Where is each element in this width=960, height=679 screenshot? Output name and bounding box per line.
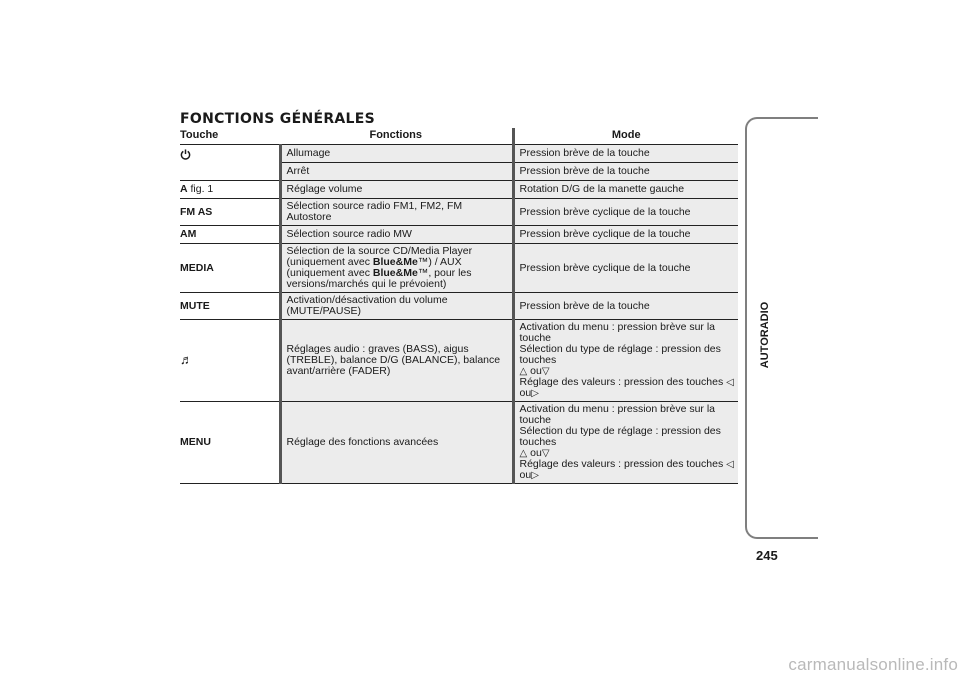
brand-blue-me: Blue&Me: [372, 256, 418, 268]
header-fonctions: Fonctions: [280, 128, 513, 145]
row-fonction: Réglage des fonctions avancées: [280, 402, 513, 484]
row-mode: Pression brève de la touche: [513, 293, 738, 320]
mode-line: [520, 459, 735, 481]
row-mode: Pression brève cyclique de la touche: [513, 226, 738, 244]
fonction-text: Sélection de la source CD/Media Player (uniquement avec: [286, 245, 473, 268]
header-touche: Touche: [180, 128, 219, 141]
chapter-tab: [745, 117, 818, 539]
row-fonction: Sélection source radio MW: [280, 226, 513, 244]
or-text: ou: [519, 469, 532, 481]
fonction-text: ™) / AUX (uniquement avec: [286, 256, 462, 279]
row-fonction: Réglage volume: [280, 181, 513, 199]
row-mode: [513, 402, 738, 484]
brand-blue-me: Blue&Me: [372, 267, 418, 279]
music-note-icon: ♬: [180, 352, 193, 367]
table-row: [180, 181, 738, 199]
up-arrow-icon: △: [519, 366, 528, 377]
key-am: AM: [180, 226, 280, 244]
row-fonction: Sélection source radio FM1, FM2, FM Autostore: [280, 199, 513, 226]
power-icon: [180, 149, 191, 160]
row-mode: Pression brève de la touche: [513, 163, 738, 181]
row-fonction: Activation/désactivation du volume (MUTE/PAUSE): [280, 293, 513, 320]
or-text: ou: [530, 447, 542, 459]
header-mode: Mode: [611, 128, 641, 141]
table-row: [180, 320, 738, 402]
table-row: [180, 145, 738, 163]
row-mode: [513, 320, 738, 402]
mode-line: Activation du menu : pression brève sur la touche: [519, 321, 716, 344]
table-row: [180, 199, 738, 226]
row-mode: Pression brève de la touche: [513, 145, 738, 163]
row-fonction: Réglages audio : graves (BASS), aigus (TREBLE), balance D/G (BALANCE), balance avant/arrière (FADER): [280, 320, 513, 402]
down-arrow-icon: ▽: [541, 448, 550, 459]
row-fonction: Arrêt: [280, 163, 513, 181]
right-arrow-icon: ▷: [531, 388, 539, 399]
mode-line: [520, 377, 735, 399]
key-audio: [180, 320, 280, 402]
down-arrow-icon: ▽: [541, 366, 550, 377]
fonction-text: ™, pour les versions/marchés qui le prévoient): [286, 267, 472, 290]
left-arrow-icon: ◁: [726, 377, 734, 388]
or-text: ou: [519, 387, 532, 399]
functions-table: [180, 128, 738, 484]
or-text: ou: [530, 365, 542, 377]
key-label: A: [180, 183, 188, 195]
table-header-row: [180, 128, 738, 145]
row-fonction: [280, 244, 513, 293]
row-mode: Pression brève cyclique de la touche: [513, 199, 738, 226]
table-row: [180, 293, 738, 320]
mode-line: Activation du menu : pression brève sur la touche: [519, 403, 716, 426]
key-menu: MENU: [180, 402, 280, 484]
up-arrow-icon: △: [519, 448, 528, 459]
table-row: [180, 244, 738, 293]
key-fm-as: FM AS: [180, 199, 280, 226]
left-arrow-icon: ◁: [726, 459, 734, 470]
page-number: 245: [756, 548, 778, 563]
section-title: FONCTIONS GÉNÉRALES: [180, 111, 376, 127]
mode-line: Sélection du type de réglage : pression des touches: [519, 425, 721, 448]
row-mode: Pression brève cyclique de la touche: [513, 244, 738, 293]
chapter-label-text: AUTORADIO: [759, 301, 772, 369]
mode-text: Réglage des valeurs : pression des touches: [519, 376, 724, 388]
mode-line: Sélection du type de réglage : pression des touches: [519, 343, 721, 366]
mode-text: Réglage des valeurs : pression des touches: [519, 458, 724, 470]
key-media: MEDIA: [180, 244, 280, 293]
key-power: [180, 145, 280, 181]
row-mode: Rotation D/G de la manette gauche: [513, 181, 738, 199]
table-row: [180, 402, 738, 484]
right-arrow-icon: ▷: [531, 470, 539, 481]
watermark: carmanualsonline.info: [788, 655, 958, 674]
key-mute: MUTE: [180, 293, 280, 320]
key-a: [180, 181, 280, 199]
row-fonction: Allumage: [280, 145, 513, 163]
table-row: [180, 226, 738, 244]
key-figure-ref: fig. 1: [187, 183, 214, 195]
chapter-label: [757, 300, 773, 370]
